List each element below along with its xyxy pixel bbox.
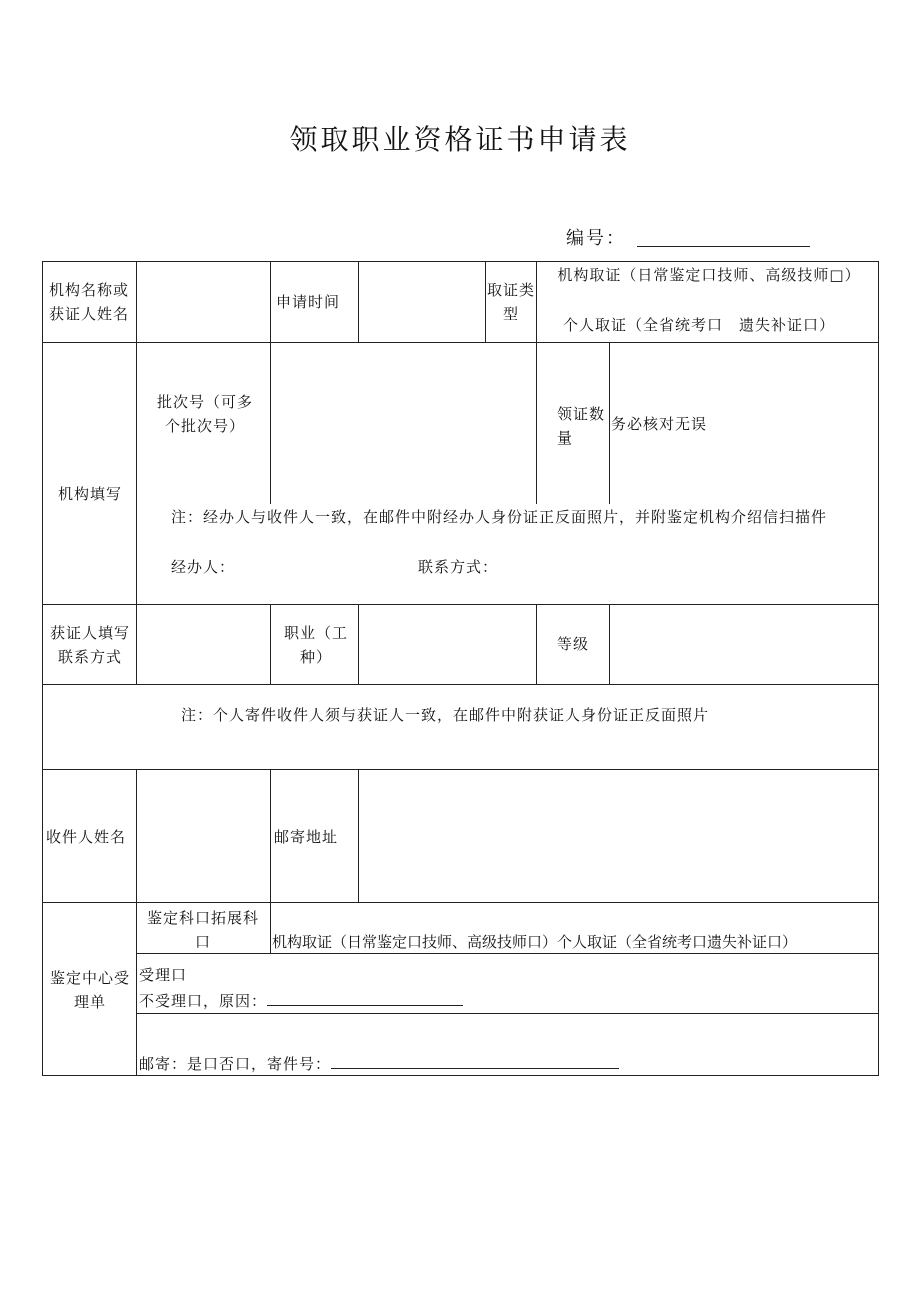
form-title: 领取职业资格证书申请表 bbox=[289, 123, 631, 156]
quantity-note: 务必核对无误 bbox=[611, 415, 708, 433]
mailing-address-label: 邮寄地址 bbox=[274, 828, 339, 846]
reject-option[interactable]: 不受理口，原因： bbox=[139, 992, 268, 1010]
occupation-label: 职业（工种） bbox=[283, 624, 348, 666]
level-label: 等级 bbox=[557, 635, 590, 653]
serial-number-field[interactable] bbox=[637, 246, 810, 247]
grid-line bbox=[536, 604, 537, 685]
batch-number-field[interactable] bbox=[271, 343, 536, 503]
accept-option[interactable]: 受理口 bbox=[139, 966, 188, 984]
grid-line bbox=[270, 604, 271, 685]
personal-cert-option[interactable]: 个人取证（全省统考口 遗失补证口） bbox=[563, 316, 836, 334]
occupation-field[interactable] bbox=[359, 605, 536, 684]
cert-quantity-label: 领证数量 bbox=[557, 405, 606, 447]
recipient-name-field[interactable] bbox=[137, 770, 270, 902]
org-cert-option[interactable]: 机构取证（日常鉴定口技师、高级技师□） bbox=[557, 266, 861, 284]
org-name-field[interactable] bbox=[137, 262, 270, 342]
level-field[interactable] bbox=[610, 605, 878, 684]
recipient-name-label: 收件人姓名 bbox=[46, 828, 127, 846]
grid-line bbox=[136, 1013, 879, 1014]
org-section-note: 注：经办人与收件人一致，在邮件中附经办人身份证正反面照片，并附鉴定机构介绍信扫描件 bbox=[171, 508, 828, 526]
grid-line bbox=[536, 342, 537, 504]
apply-time-label: 申请时间 bbox=[276, 293, 341, 311]
serial-number-label: 编号： bbox=[566, 228, 626, 249]
grid-line bbox=[878, 261, 879, 1076]
dept-selection[interactable]: 鉴定科口拓展科口 bbox=[146, 909, 259, 951]
grid-line bbox=[42, 261, 43, 1076]
mailing-address-field[interactable] bbox=[359, 770, 878, 902]
grid-line bbox=[42, 684, 879, 685]
grid-line bbox=[609, 342, 610, 504]
holder-contact-field[interactable] bbox=[137, 605, 270, 684]
center-section-label: 鉴定中心受理单 bbox=[49, 969, 130, 1011]
grid-line bbox=[270, 769, 271, 954]
mail-option[interactable]: 邮寄：是口否口，寄件号： bbox=[139, 1055, 332, 1073]
org-section-label: 机构填写 bbox=[58, 485, 123, 503]
org-name-label: 机构名称或获证人姓名 bbox=[48, 281, 129, 323]
tracking-number-field[interactable] bbox=[331, 1052, 619, 1069]
reject-reason-field[interactable] bbox=[267, 989, 463, 1006]
personal-mail-note: 注：个人寄件收件人须与获证人一致，在邮件中附获证人身份证正反面照片 bbox=[181, 706, 710, 724]
center-cert-options[interactable]: 机构取证（日常鉴定口技师、高级技师口）个人取证（全省统考口遗失补证口） bbox=[272, 933, 798, 951]
cert-type-label: 取证类型 bbox=[487, 281, 536, 323]
grid-line bbox=[536, 261, 537, 343]
batch-number-label: 批次号（可多个批次号） bbox=[156, 393, 253, 435]
grid-line bbox=[42, 902, 879, 903]
apply-time-field[interactable] bbox=[359, 262, 485, 342]
grid-line bbox=[485, 261, 486, 343]
contact-label: 联系方式： bbox=[418, 558, 499, 576]
holder-contact-label: 获证人填写联系方式 bbox=[49, 624, 130, 666]
handler-label: 经办人： bbox=[171, 558, 236, 576]
